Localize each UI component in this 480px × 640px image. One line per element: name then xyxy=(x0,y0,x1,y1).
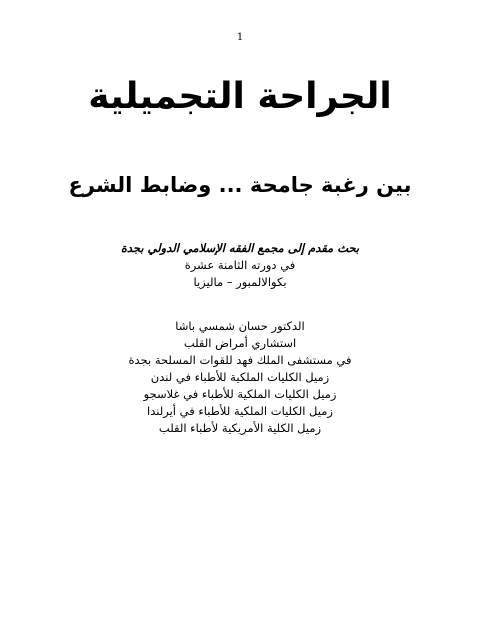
conference-info xyxy=(0,240,480,291)
conference-line-1: بحث مقدم إلى مجمع الفقه الإسلامي الدولي بجدة xyxy=(120,241,360,255)
author-fellowship-1: زميل الكليات الملكية للأطباء في لندن xyxy=(150,370,330,384)
conference-line-3: بكوالالمبور – ماليزيا xyxy=(193,275,287,289)
author-title-line-2: في مستشفى الملك فهد للقوات المسلحة بجدة xyxy=(128,353,352,367)
document-subtitle: بين رغبة جامحة ... وضابط الشرع xyxy=(68,173,412,197)
author-fellowship-3: زميل الكليات الملكية للأطباء في أيرلندا xyxy=(147,404,333,418)
author-title-line-1: استشاري أمراض القلب xyxy=(183,336,297,350)
page-number: 1 xyxy=(236,32,244,43)
author-fellowship-4: زميل الكلية الأمريكية لأطباء القلب xyxy=(158,421,322,435)
author-fellowship-2: زميل الكليات الملكية للأطباء في غلاسجو xyxy=(143,387,337,401)
conference-line-2: في دورته الثامنة عشرة xyxy=(184,258,296,272)
author-name: الدكتور حسان شمسي باشا xyxy=(175,319,305,333)
author-info xyxy=(0,318,480,437)
document-title: الجراحة التجميلية xyxy=(88,76,392,117)
